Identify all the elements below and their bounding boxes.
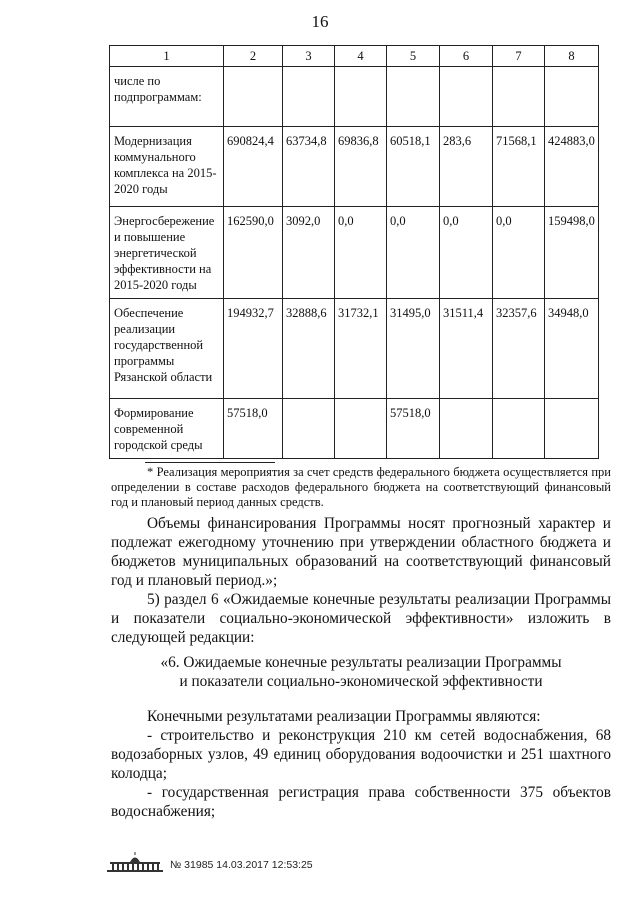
- column-header: 7: [493, 46, 545, 67]
- column-header: 1: [110, 46, 224, 67]
- table-row: [110, 207, 599, 299]
- amount-cell: [335, 67, 387, 127]
- amount-cell: [493, 399, 545, 459]
- amount-cell: [545, 399, 599, 459]
- amount-cell: 0,0: [493, 207, 545, 299]
- page-number: 16: [311, 12, 329, 31]
- column-header: 5: [387, 46, 440, 67]
- amount-cell: 32357,6: [493, 299, 545, 399]
- amount-cell: 162590,0: [224, 207, 283, 299]
- section-heading-line-2: и показатели социально-экономической эффективности: [179, 673, 543, 690]
- amount-cell: [545, 67, 599, 127]
- amount-cell: [283, 67, 335, 127]
- list-item-construction: - строительство и реконструкция 210 км сетей водоснабжения, 68 водозаборных узлов, 49 единиц оборудования водоочистки и 251 шахтного колодца;: [111, 727, 611, 782]
- amount-cell: 60518,1: [387, 127, 440, 207]
- amount-cell: 34948,0: [545, 299, 599, 399]
- table-header-row: [110, 46, 599, 67]
- paragraph-results-intro: Конечными результатами реализации Программы являются:: [147, 708, 541, 725]
- paragraph-section-6-amendment: 5) раздел 6 «Ожидаемые конечные результаты реализации Программы и показатели социально-экономической эффективности» изложить в следующей редакции:: [111, 591, 611, 646]
- footnote: * Реализация мероприятия за счет средств федерального бюджета осуществляется при определении в составе расходов федерального бюджета на соответствующий финансовый год и плановый период данных средств.: [111, 465, 611, 509]
- amount-cell: [493, 67, 545, 127]
- amount-cell: 57518,0: [387, 399, 440, 459]
- amount-cell: 0,0: [387, 207, 440, 299]
- amount-cell: [224, 67, 283, 127]
- column-header: 3: [283, 46, 335, 67]
- amount-cell: 0,0: [335, 207, 387, 299]
- column-header: 4: [335, 46, 387, 67]
- table-row: [110, 299, 599, 399]
- amount-cell: [335, 399, 387, 459]
- amount-cell: 31495,0: [387, 299, 440, 399]
- amount-cell: 0,0: [440, 207, 493, 299]
- amount-cell: 71568,1: [493, 127, 545, 207]
- subprogram-name-cell: Формирование современной городской среды: [110, 399, 224, 459]
- table-row: [110, 67, 599, 127]
- amount-cell: [440, 67, 493, 127]
- government-building-icon: [106, 851, 164, 878]
- amount-cell: 63734,8: [283, 127, 335, 207]
- column-header: 8: [545, 46, 599, 67]
- amount-cell: 31511,4: [440, 299, 493, 399]
- table-row: [110, 127, 599, 207]
- amount-cell: 32888,6: [283, 299, 335, 399]
- subprogram-name-cell: Обеспечение реализации государственной программы Рязанской области: [110, 299, 224, 399]
- amount-cell: 194932,7: [224, 299, 283, 399]
- registration-number: № 31985 14.03.2017 12:53:25: [170, 858, 313, 871]
- amount-cell: 690824,4: [224, 127, 283, 207]
- footnote-separator: [145, 462, 275, 463]
- subprogram-name-cell: Модернизация коммунального комплекса на 2015-2020 годы: [110, 127, 224, 207]
- amount-cell: 159498,0: [545, 207, 599, 299]
- financing-table: [109, 45, 599, 459]
- paragraph-financing-note: Объемы финансирования Программы носят прогнозный характер и подлежат ежегодному уточнению при утверждении областного бюджета и бюджетов муниципальных образований на соответствующий финансовый год и плановый период.»;: [111, 515, 611, 589]
- amount-cell: 57518,0: [224, 399, 283, 459]
- amount-cell: 424883,0: [545, 127, 599, 207]
- column-header: 6: [440, 46, 493, 67]
- subprogram-name-cell: числе по подпрограммам:: [110, 67, 224, 127]
- registration-stamp: [106, 851, 313, 878]
- amount-cell: 31732,1: [335, 299, 387, 399]
- section-heading-line-1: «6. Ожидаемые конечные результаты реализации Программы: [160, 654, 562, 671]
- list-item-registration: - государственная регистрация права собственности 375 объектов водоснабжения;: [111, 784, 611, 820]
- amount-cell: 283,6: [440, 127, 493, 207]
- subprogram-name-cell: Энергосбережение и повышение энергетической эффективности на 2015-2020 годы: [110, 207, 224, 299]
- amount-cell: 69836,8: [335, 127, 387, 207]
- amount-cell: [387, 67, 440, 127]
- column-header: 2: [224, 46, 283, 67]
- table-row: [110, 399, 599, 459]
- amount-cell: 3092,0: [283, 207, 335, 299]
- amount-cell: [283, 399, 335, 459]
- amount-cell: [440, 399, 493, 459]
